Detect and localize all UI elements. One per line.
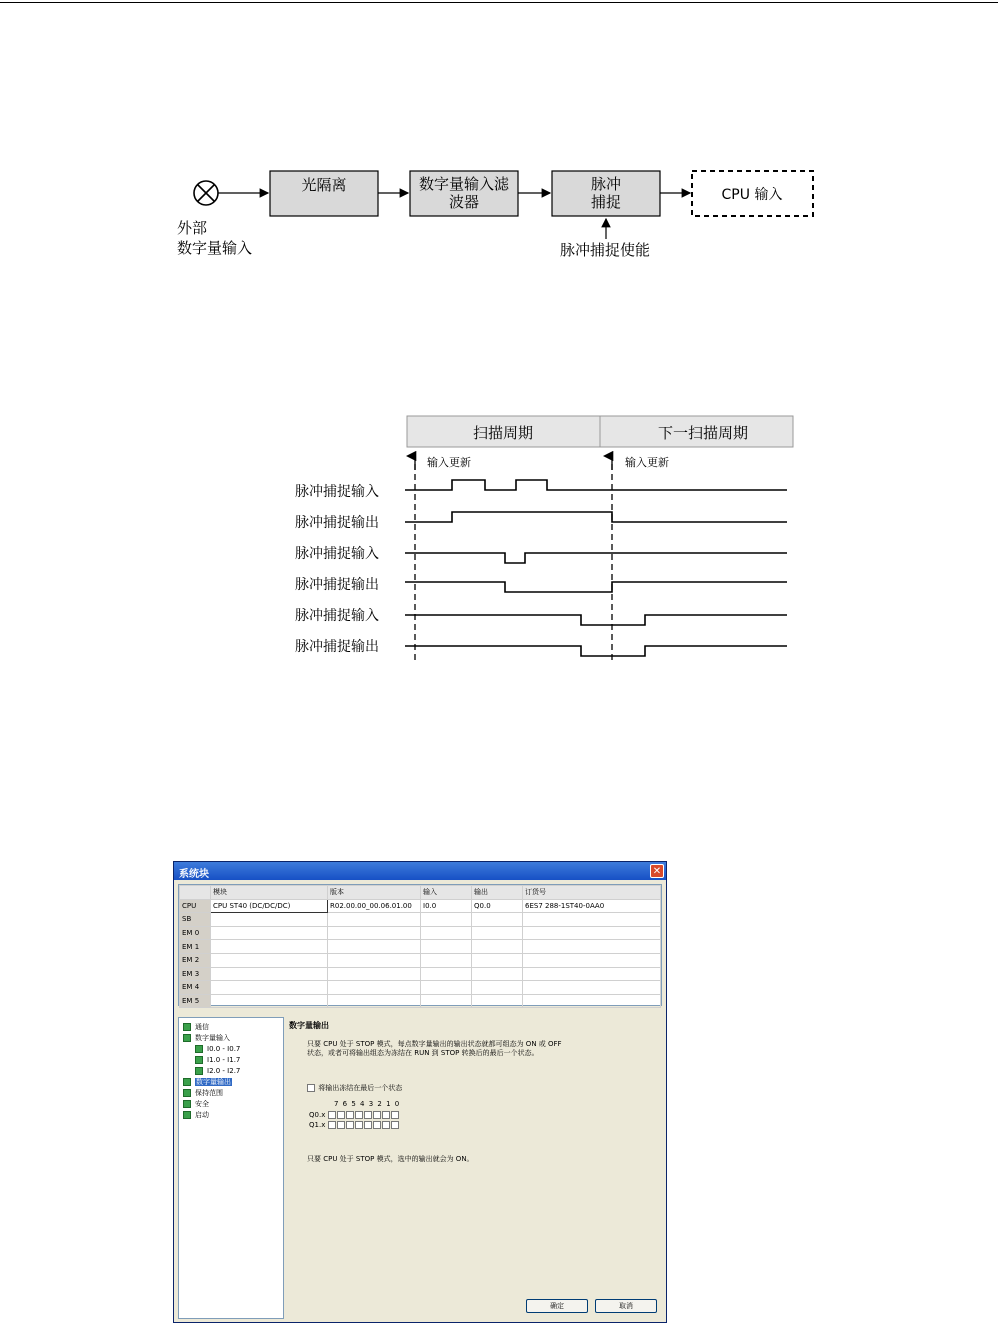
order-cell: 6ES7 288-1ST40-0AA0	[523, 899, 661, 913]
waveform-2	[405, 512, 787, 522]
module-cell[interactable]	[211, 953, 328, 967]
q0-row: Q0.x	[309, 1111, 400, 1119]
tree-item-digital-input[interactable]: 数字量输入	[183, 1033, 230, 1043]
input-update-label-2: 输入更新	[625, 456, 669, 469]
tree-item-retentive[interactable]: 保持范围	[183, 1088, 223, 1098]
signal-label-4: 脉冲捕捉输出	[295, 577, 379, 593]
signal-label-6: 脉冲捕捉输出	[295, 639, 379, 655]
table-row[interactable]	[180, 940, 661, 954]
tree-node-icon	[183, 1034, 191, 1042]
tree-node-icon	[183, 1078, 191, 1086]
timing-diagram	[0, 410, 998, 670]
signal-label-5: 脉冲捕捉输入	[295, 608, 379, 624]
module-cell[interactable]	[211, 940, 328, 954]
table-row[interactable]	[180, 967, 661, 981]
q0-bit-checkbox[interactable]	[391, 1111, 399, 1119]
waveform-4	[405, 582, 787, 592]
col-output: 输出	[472, 886, 523, 900]
waveform-6	[405, 646, 787, 656]
note-text: 只要 CPU 处于 STOP 模式，选中的输出就会为 ON。	[307, 1155, 474, 1163]
waveform-1	[405, 480, 787, 490]
scan-cycle-label: 扫描周期	[472, 424, 534, 442]
tree-item-digital-output[interactable]: 数字量输出	[183, 1077, 232, 1087]
tree-node-icon	[183, 1023, 191, 1031]
module-cell[interactable]	[211, 994, 328, 1008]
digital-input-symbol	[194, 181, 218, 205]
next-scan-cycle-label: 下一扫描周期	[657, 424, 749, 442]
signal-label-2: 脉冲捕捉输出	[295, 515, 379, 531]
table-row[interactable]	[180, 926, 661, 940]
signal-label-3: 脉冲捕捉输入	[295, 546, 379, 562]
q0-bit-checkbox[interactable]	[382, 1111, 390, 1119]
col-input: 输入	[421, 886, 472, 900]
row-head: EM 4	[180, 981, 211, 995]
version-cell: R02.00.00_00.06.01.00	[328, 899, 421, 913]
input-label-2: 数字量输入	[177, 239, 253, 257]
row-head: EM 5	[180, 994, 211, 1008]
tree-leaf-icon	[195, 1056, 203, 1064]
tree-leaf-icon	[195, 1067, 203, 1075]
box2-label-2: 波器	[448, 193, 480, 211]
row-head: EM 2	[180, 953, 211, 967]
freeze-checkbox-row[interactable]: 将输出冻结在最后一个状态	[307, 1083, 402, 1093]
q1-bit-checkbox[interactable]	[346, 1121, 354, 1129]
q0-bit-checkbox[interactable]	[373, 1111, 381, 1119]
tree-node-icon	[183, 1100, 191, 1108]
description-line-1: 只要 CPU 处于 STOP 模式，每点数字量输出的输出状态就都可组态为 ON 或 OFF	[307, 1040, 562, 1048]
module-cell[interactable]: CPU ST40 (DC/DC/DC)	[211, 899, 328, 913]
tree-item-startup[interactable]: 启动	[183, 1110, 209, 1120]
input-path-diagram	[0, 160, 998, 270]
signal-label-1: 脉冲捕捉输入	[295, 484, 379, 500]
q1-bit-checkbox[interactable]	[364, 1121, 372, 1129]
q1-bit-checkbox[interactable]	[328, 1121, 336, 1129]
settings-tree	[178, 1017, 284, 1319]
close-icon[interactable]: ✕	[650, 864, 664, 878]
ok-button[interactable]: 确定	[526, 1299, 588, 1313]
q1-bit-checkbox[interactable]	[337, 1121, 345, 1129]
tree-leaf-icon	[195, 1045, 203, 1053]
output-cell: Q0.0	[472, 899, 523, 913]
q1-bit-checkbox[interactable]	[391, 1121, 399, 1129]
q0-bit-checkbox[interactable]	[346, 1111, 354, 1119]
dialog-title-bar	[174, 862, 666, 880]
box1-label: 光隔离	[301, 176, 347, 194]
table-header-row	[180, 886, 661, 900]
tree-node-icon	[183, 1111, 191, 1119]
waveform-3	[405, 553, 787, 563]
box4-label: CPU 输入	[721, 187, 783, 203]
row-head: EM 3	[180, 967, 211, 981]
q0-bit-checkbox[interactable]	[328, 1111, 336, 1119]
q0-bit-checkbox[interactable]	[364, 1111, 372, 1119]
table-row[interactable]	[180, 913, 661, 927]
module-table	[178, 884, 662, 1006]
tree-item-comm[interactable]: 通信	[183, 1022, 209, 1032]
box2-label-1: 数字量输入滤	[418, 175, 510, 193]
table-row[interactable]	[180, 994, 661, 1008]
corner-cell	[180, 886, 211, 900]
col-version: 版本	[328, 886, 421, 900]
input-label-1: 外部	[177, 219, 208, 237]
page-top-rule	[0, 2, 998, 3]
col-order: 订货号	[523, 886, 661, 900]
q1-bit-checkbox[interactable]	[382, 1121, 390, 1129]
row-head: EM 0	[180, 926, 211, 940]
q0-bit-checkbox[interactable]	[355, 1111, 363, 1119]
module-cell[interactable]	[211, 913, 328, 927]
input-cell: I0.0	[421, 899, 472, 913]
system-block-dialog	[173, 861, 667, 1323]
tree-item-security[interactable]: 安全	[183, 1099, 209, 1109]
table-row[interactable]	[180, 981, 661, 995]
table-row[interactable]	[180, 953, 661, 967]
freeze-checkbox[interactable]	[307, 1084, 315, 1092]
input-update-label-1: 输入更新	[427, 456, 471, 469]
col-module: 模块	[211, 886, 328, 900]
row-head: SB	[180, 913, 211, 927]
row-head: CPU	[180, 899, 211, 913]
dialog-title: 系统块	[179, 869, 209, 880]
waveform-5	[405, 615, 787, 625]
tree-item-i0[interactable]: I0.0 - I0.7	[195, 1044, 240, 1054]
description-line-2: 状态，或者可将输出组态为冻结在 RUN 到 STOP 转换后的最后一个状态。	[307, 1049, 539, 1057]
q0-bit-checkbox[interactable]	[337, 1111, 345, 1119]
tree-item-i2[interactable]: I2.0 - I2.7	[195, 1066, 240, 1076]
box3-label-1: 脉冲	[590, 175, 622, 193]
q1-row: Q1.x	[309, 1121, 400, 1129]
table-row[interactable]	[180, 899, 661, 913]
panel-title: 数字量输出	[289, 1021, 329, 1030]
box3-label-2: 捕捉	[590, 193, 622, 211]
module-cell[interactable]	[211, 967, 328, 981]
cancel-button[interactable]: 取消	[595, 1299, 657, 1313]
enable-label: 脉冲捕捉使能	[560, 241, 651, 259]
q1-bit-checkbox[interactable]	[373, 1121, 381, 1129]
tree-item-i1[interactable]: I1.0 - I1.7	[195, 1055, 240, 1065]
row-head: EM 1	[180, 940, 211, 954]
q1-bit-checkbox[interactable]	[355, 1121, 363, 1129]
module-cell[interactable]	[211, 926, 328, 940]
module-cell[interactable]	[211, 981, 328, 995]
tree-node-icon	[183, 1089, 191, 1097]
bit-numbers: 7 6 5 4 3 2 1 0	[334, 1100, 401, 1108]
digital-output-panel	[289, 1017, 663, 1319]
